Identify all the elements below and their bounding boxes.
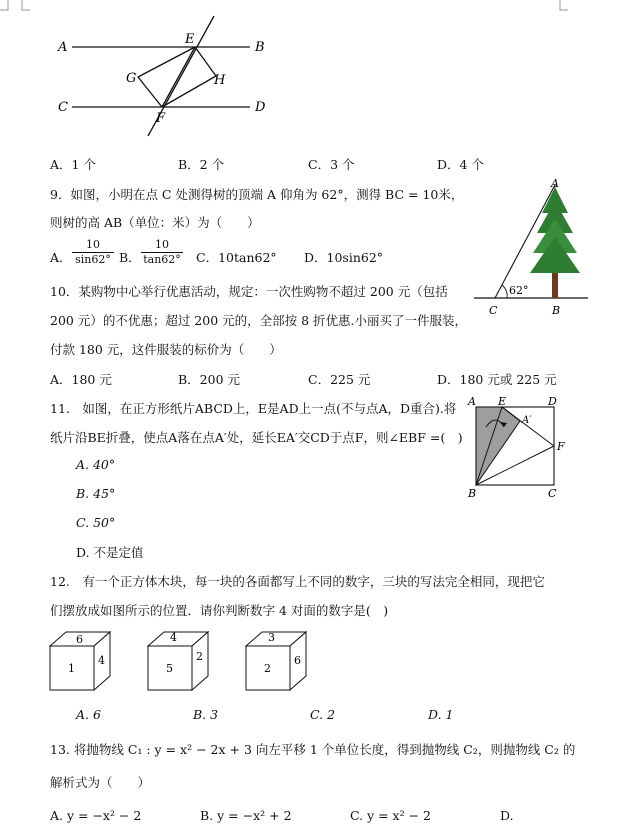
q11-option-c[interactable]: C. 50°: [76, 515, 116, 530]
q9-option-a-prefix[interactable]: A．: [50, 250, 72, 265]
label-e: E: [185, 32, 195, 47]
q8-option-a[interactable]: A．1 个: [50, 157, 96, 172]
cube-front-number: 1: [68, 662, 75, 675]
fraction-denominator: tan62°: [143, 253, 181, 266]
label-f: F: [156, 111, 166, 126]
label-a: A: [551, 177, 559, 190]
q11-option-d[interactable]: D. 不是定值: [76, 545, 144, 560]
q12-stem-line1: 12. 有一个正方体木块，每一块的各面都写上不同的数字，三块的写法完全相同，现把它: [50, 574, 545, 589]
q8-option-c[interactable]: C．3 个: [308, 157, 355, 172]
q10-option-d[interactable]: D．180 元或 225 元: [437, 372, 557, 387]
cube-side-number: 2: [196, 650, 203, 663]
q12-option-b[interactable]: B. 3: [193, 707, 219, 722]
q10-stem-line3: 付款 180 元，这件服装的标价为（ ）: [50, 342, 282, 357]
q11-option-a[interactable]: A. 40°: [76, 457, 116, 472]
q13-option-c[interactable]: C. y = x² − 2: [350, 808, 431, 823]
label-a-prime: A′: [522, 415, 532, 426]
cube-1: [50, 632, 110, 690]
q8-option-b[interactable]: B．2 个: [178, 157, 225, 172]
cube-side-number: 4: [98, 654, 105, 667]
label-c: C: [548, 487, 557, 500]
label-d: D: [548, 395, 557, 408]
q13-option-a[interactable]: A. y = −x² − 2: [50, 808, 142, 823]
q11-square-figure: [462, 393, 572, 505]
cube-top-number: 3: [268, 631, 275, 644]
label-d: D: [255, 100, 266, 115]
q10-option-a[interactable]: A．180 元: [50, 372, 112, 387]
q12-option-d[interactable]: D. 1: [428, 707, 454, 722]
q13-option-b[interactable]: B. y = −x² + 2: [200, 808, 292, 823]
q10-option-c[interactable]: C．225 元: [308, 372, 371, 387]
label-b: B: [552, 304, 561, 317]
fraction-numerator: 10: [141, 238, 183, 253]
q13-stem-line2: 解析式为（ ）: [50, 775, 151, 790]
q9-option-a-fraction[interactable]: [72, 238, 114, 267]
label-b: B: [255, 40, 265, 55]
q10-stem-line1: 10．某购物中心举行优惠活动，规定：一次性购物不超过 200 元（包括: [50, 284, 448, 299]
q8-option-d[interactable]: D．4 个: [437, 157, 484, 172]
q12-option-c[interactable]: C. 2: [310, 707, 336, 722]
q9-option-b-fraction[interactable]: [141, 238, 183, 267]
cube-3: [246, 631, 306, 690]
angle-label: 62°: [509, 284, 529, 297]
q12-option-a[interactable]: A. 6: [76, 707, 101, 722]
q9-option-c[interactable]: C．10tan62°: [196, 250, 277, 265]
label-c: C: [489, 304, 498, 317]
label-f: F: [557, 440, 565, 453]
q9-option-d[interactable]: D．10sin62°: [304, 250, 384, 265]
cube-2: [148, 631, 208, 690]
tree-trunk: [552, 270, 558, 298]
q9-stem-line1: 9．如图，小明在点 C 处测得树的顶端 A 仰角为 62°，测得 BC = 10米，: [50, 187, 464, 202]
cube-side-number: 6: [294, 654, 301, 667]
q13-stem-line1: 13. 将抛物线 C₁ : y = x² − 2x + 3 向左平移 1 个单位长度，得到抛物线 C₂，则抛物线 C₂ 的: [50, 742, 576, 757]
label-a: A: [58, 40, 68, 55]
fraction-numerator: 10: [72, 238, 114, 253]
label-a: A: [468, 395, 476, 408]
q12-stem-line2: 们摆放成如图所示的位置．请你判断数字 4 对面的数字是( ): [50, 603, 389, 618]
cube-top-number: 6: [76, 633, 83, 646]
q10-option-b[interactable]: B．200 元: [178, 372, 241, 387]
q12-cubes-figure: [46, 628, 326, 698]
cube-front-number: 5: [166, 662, 173, 675]
tree-foliage: [530, 237, 580, 273]
q9-tree-figure: [470, 175, 595, 320]
q11-option-b[interactable]: B. 45°: [76, 486, 116, 501]
label-b: B: [468, 487, 477, 500]
q9-stem-line2: 则树的高 AB（单位：米）为（ ）: [50, 215, 260, 230]
cube-top-number: 4: [170, 631, 177, 644]
label-c: C: [58, 100, 68, 115]
label-g: G: [126, 71, 137, 86]
label-h: H: [214, 73, 226, 88]
q9-option-b-prefix[interactable]: B．: [119, 250, 141, 265]
q13-option-d[interactable]: D.: [500, 808, 514, 823]
label-e: E: [498, 395, 507, 408]
q8-parallel-lines-figure: [50, 10, 280, 145]
fraction-denominator: sin62°: [75, 253, 111, 266]
cube-front-number: 2: [264, 662, 271, 675]
q11-stem-line2: 纸片沿BE折叠，使点A落在点A′处，延长EA′交CD于点F，则∠EBF =( ): [50, 430, 463, 445]
q11-stem-line1: 11. 如图，在正方形纸片ABCD上，E是AD上一点(不与点A，D重合).将: [50, 401, 457, 416]
q10-stem-line2: 200 元）的不优惠；超过 200 元的，全部按 8 折优惠.小丽买了一件服装，: [50, 313, 468, 328]
